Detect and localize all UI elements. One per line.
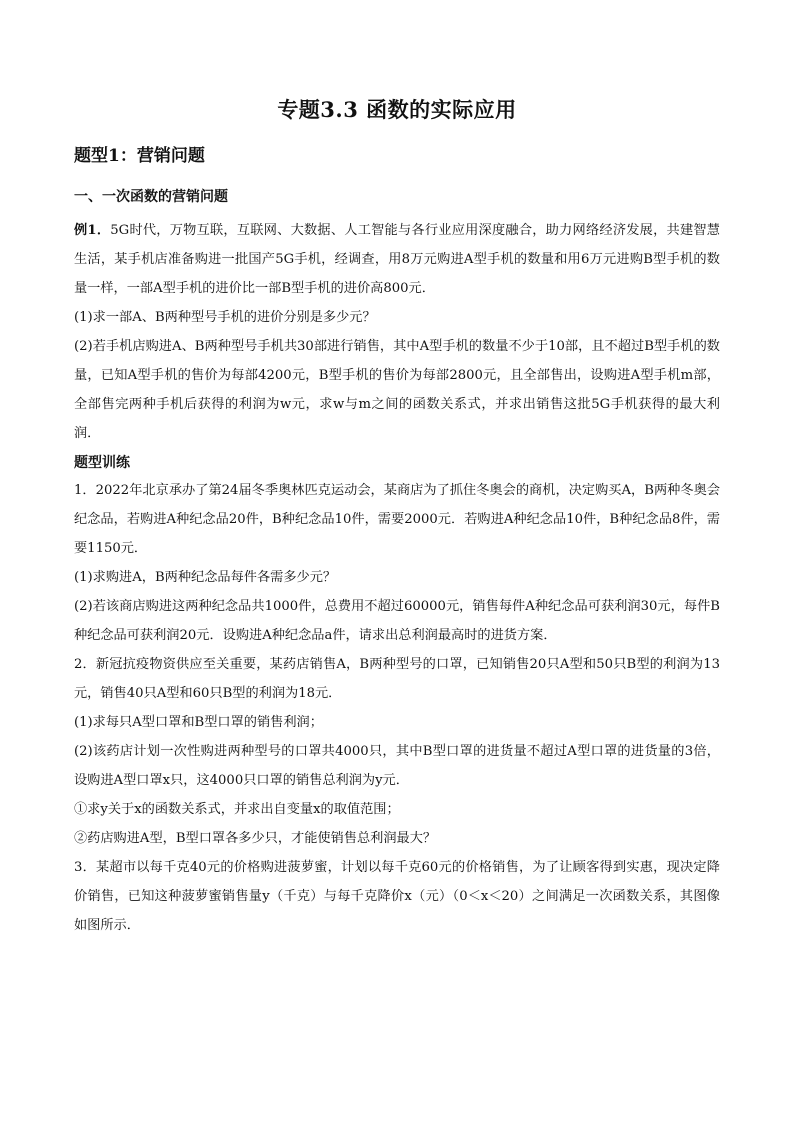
problem-1-question-1: (1)求购进A，B两种纪念品每件各需多少元？ [74,570,337,585]
example-1-statement [74,216,720,303]
problem-1-statement: 1．2022年北京承办了第24届冬季奥林匹克运动会，某商店为了抓住冬奥会的商机，决定购买A，B两种冬奥会纪念品，若购进A种纪念品20件，B种纪念品10件，需要2000元．若购进A种纪念品10件，B种纪念品8件，需要1150元． [74,483,720,556]
section-heading: 题型1：营销问题 [74,146,205,166]
training-heading: 题型训练 [74,455,130,471]
example-1-question-2: (2)若手机店购进A、B两种型号手机共30部进行销售，其中A型手机的数量不少于10部，且不超过B型手机的数量，已知A型手机的售价为每部4200元，B型手机的售价为每部2800元，且全部售出，设购进A型手机m部，全部售完两种手机后获得的利润为w元，求w与m之间的函数关系式，并求出销售这批5G手机获得的最大利润． [74,339,720,441]
problem-3-statement: 3．某超市以每千克40元的价格购进菠萝蜜，计划以每千克60元的价格销售，为了让顾客得到实惠，现决定降价销售，已知这种菠萝蜜销售量y（千克）与每千克降价x（元）（0＜x＜20）之间满足一次函数关系，其图像如图所示． [74,860,720,933]
example-1-question-1: (1)求一部A、B两种型号手机的进价分别是多少元？ [74,310,376,325]
problem-2-subquestion-2: ②药店购进A型，B型口罩各多少只，才能使销售总利润最大？ [74,831,437,846]
problem-2-question-2: (2)该药店计划一次性购进两种型号的口罩共4000只，其中B型口罩的进货量不超过A型口罩的进货量的3倍，设购进A型口罩x只，这4000只口罩的销售总利润为y元． [74,744,720,788]
problem-2-subquestion-1: ①求y关于x的函数关系式，并求出自变量x的取值范围； [74,802,400,817]
document-title: 专题3.3 函数的实际应用 [277,97,517,122]
subsection-heading: 一、一次函数的营销问题 [74,189,228,205]
example-label: 例1． [74,223,111,238]
problem-2-question-1: (1)求每只A型口罩和B型口罩的销售利润； [74,715,323,730]
example-text: 5G时代，万物互联，互联网、大数据、人工智能与各行业应用深度融合，助力网络经济发展，共建智慧生活，某手机店准备购进一批国产5G手机，经调查，用8万元购进A型手机的数量和用6万元进购B型手机的数量一样，一部A型手机的进价比一部B型手机的进价高800元． [74,223,720,296]
problem-2-statement: 2．新冠抗疫物资供应至关重要，某药店销售A，B两种型号的口罩，已知销售20只A型和50只B型的利润为13元，销售40只A型和60只B型的利润为18元． [74,657,720,701]
problem-1-question-2: (2)若该商店购进这两种纪念品共1000件，总费用不超过60000元，销售每件A种纪念品可获利润30元，每件B种纪念品可获利润20元．设购进A种纪念品a件，请求出总利润最高时的进货方案． [74,599,720,643]
